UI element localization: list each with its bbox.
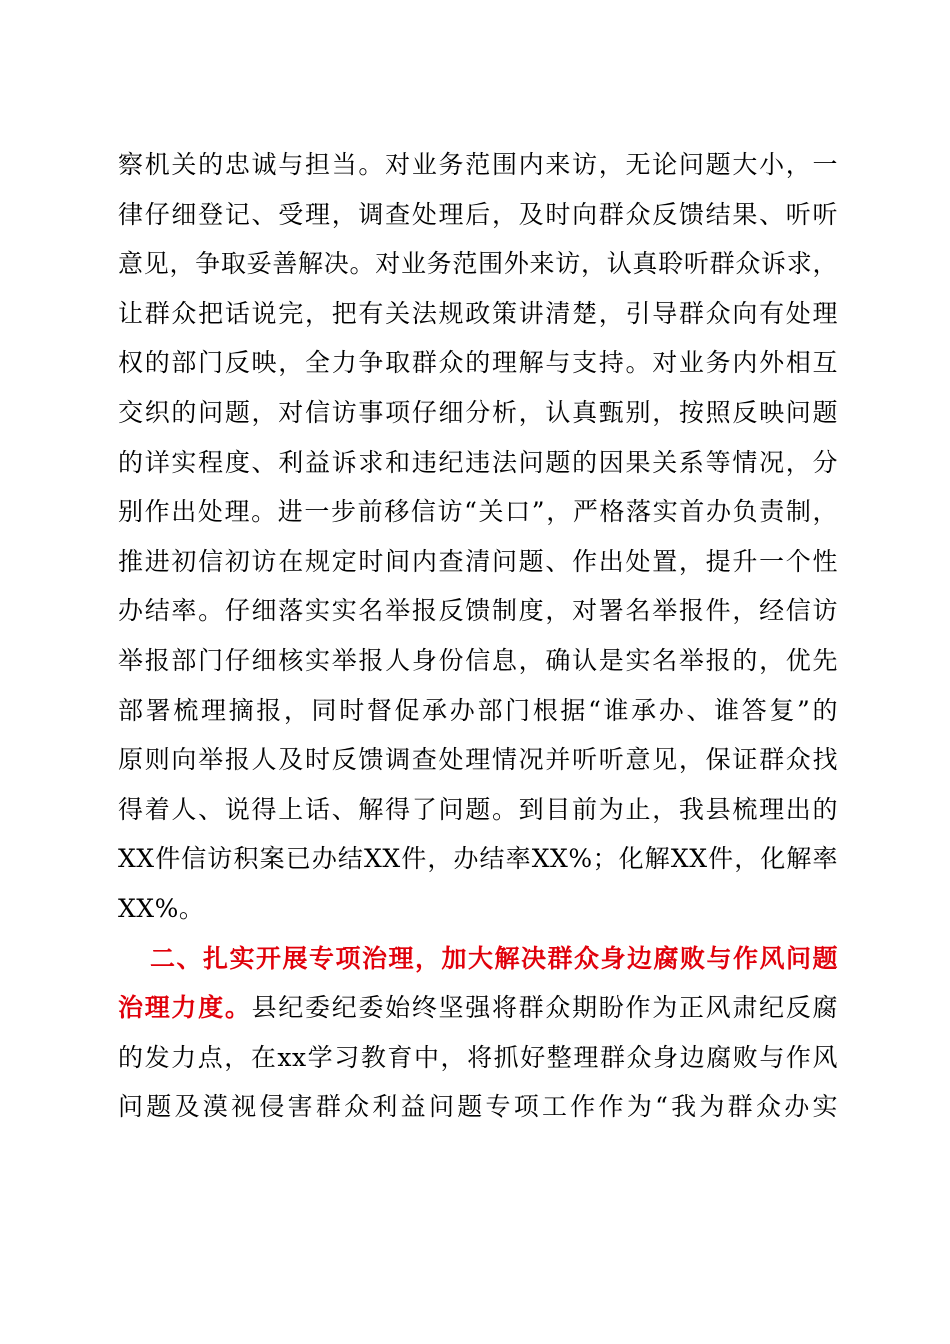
text-line: 办结率。仔细落实实名举报反馈制度，对署名举报件，经信访 xyxy=(118,596,838,626)
text-line: 律仔细登记、受理，调查处理后，及时向群众反馈结果、听听 xyxy=(118,199,838,229)
heading-continuation-line xyxy=(118,983,838,1033)
body-text xyxy=(118,140,838,1132)
text-line: 原则向举报人及时反馈调查处理情况并听听意见，保证群众找 xyxy=(118,745,838,775)
text-line: 权的部门反映，全力争取群众的理解与支持。对业务内外相互 xyxy=(118,348,838,378)
text-line: XX%。 xyxy=(118,893,205,923)
text-line: 举报部门仔细核实举报人身份信息，确认是实名举报的，优先 xyxy=(118,645,838,675)
text-line: 察机关的忠诚与担当。对业务范围内来访，无论问题大小，一 xyxy=(118,150,838,179)
text-line: 别作出处理。进一步前移信访“关口”，严格落实首办负责制， xyxy=(118,497,838,527)
text-line: 推进初信初访在规定时间内查清问题、作出处置，提升一个性 xyxy=(118,546,838,576)
text-line: 让群众把话说完，把有关法规政策讲清楚，引导群众向有处理 xyxy=(118,298,838,328)
text-line: 的详实程度、利益诉求和违纪违法问题的因果关系等情况，分 xyxy=(118,447,838,477)
text-line: 问题及漠视侵害群众利益问题专项工作作为“我为群众办实 xyxy=(118,1092,838,1122)
text-line: 交织的问题，对信访事项仔细分析，认真甄别，按照反映问题 xyxy=(118,397,838,427)
section-heading-end: 治理力度。 xyxy=(118,993,252,1023)
text-line: XX件信访积案已办结XX件，办结率XX%；化解XX件，化解率 xyxy=(118,844,838,874)
text-line: 部署梳理摘报，同时督促承办部门根据“谁承办、谁答复”的 xyxy=(118,695,838,725)
text-line: 的发力点，在xx学习教育中，将抓好整理群众身边腐败与作风 xyxy=(118,1042,838,1072)
text-line: 意见，争取妥善解决。对业务范围外来访，认真聆听群众诉求， xyxy=(118,249,838,279)
text-line: 得着人、说得上话、解得了问题。到目前为止，我县梳理出的 xyxy=(118,794,838,824)
text-line-rest: 县纪委纪委始终坚强将群众期盼作为正风肃纪反腐 xyxy=(251,993,838,1023)
section-heading: 二、扎实开展专项治理，加大解决群众身边腐败与作风问题 xyxy=(150,943,838,973)
